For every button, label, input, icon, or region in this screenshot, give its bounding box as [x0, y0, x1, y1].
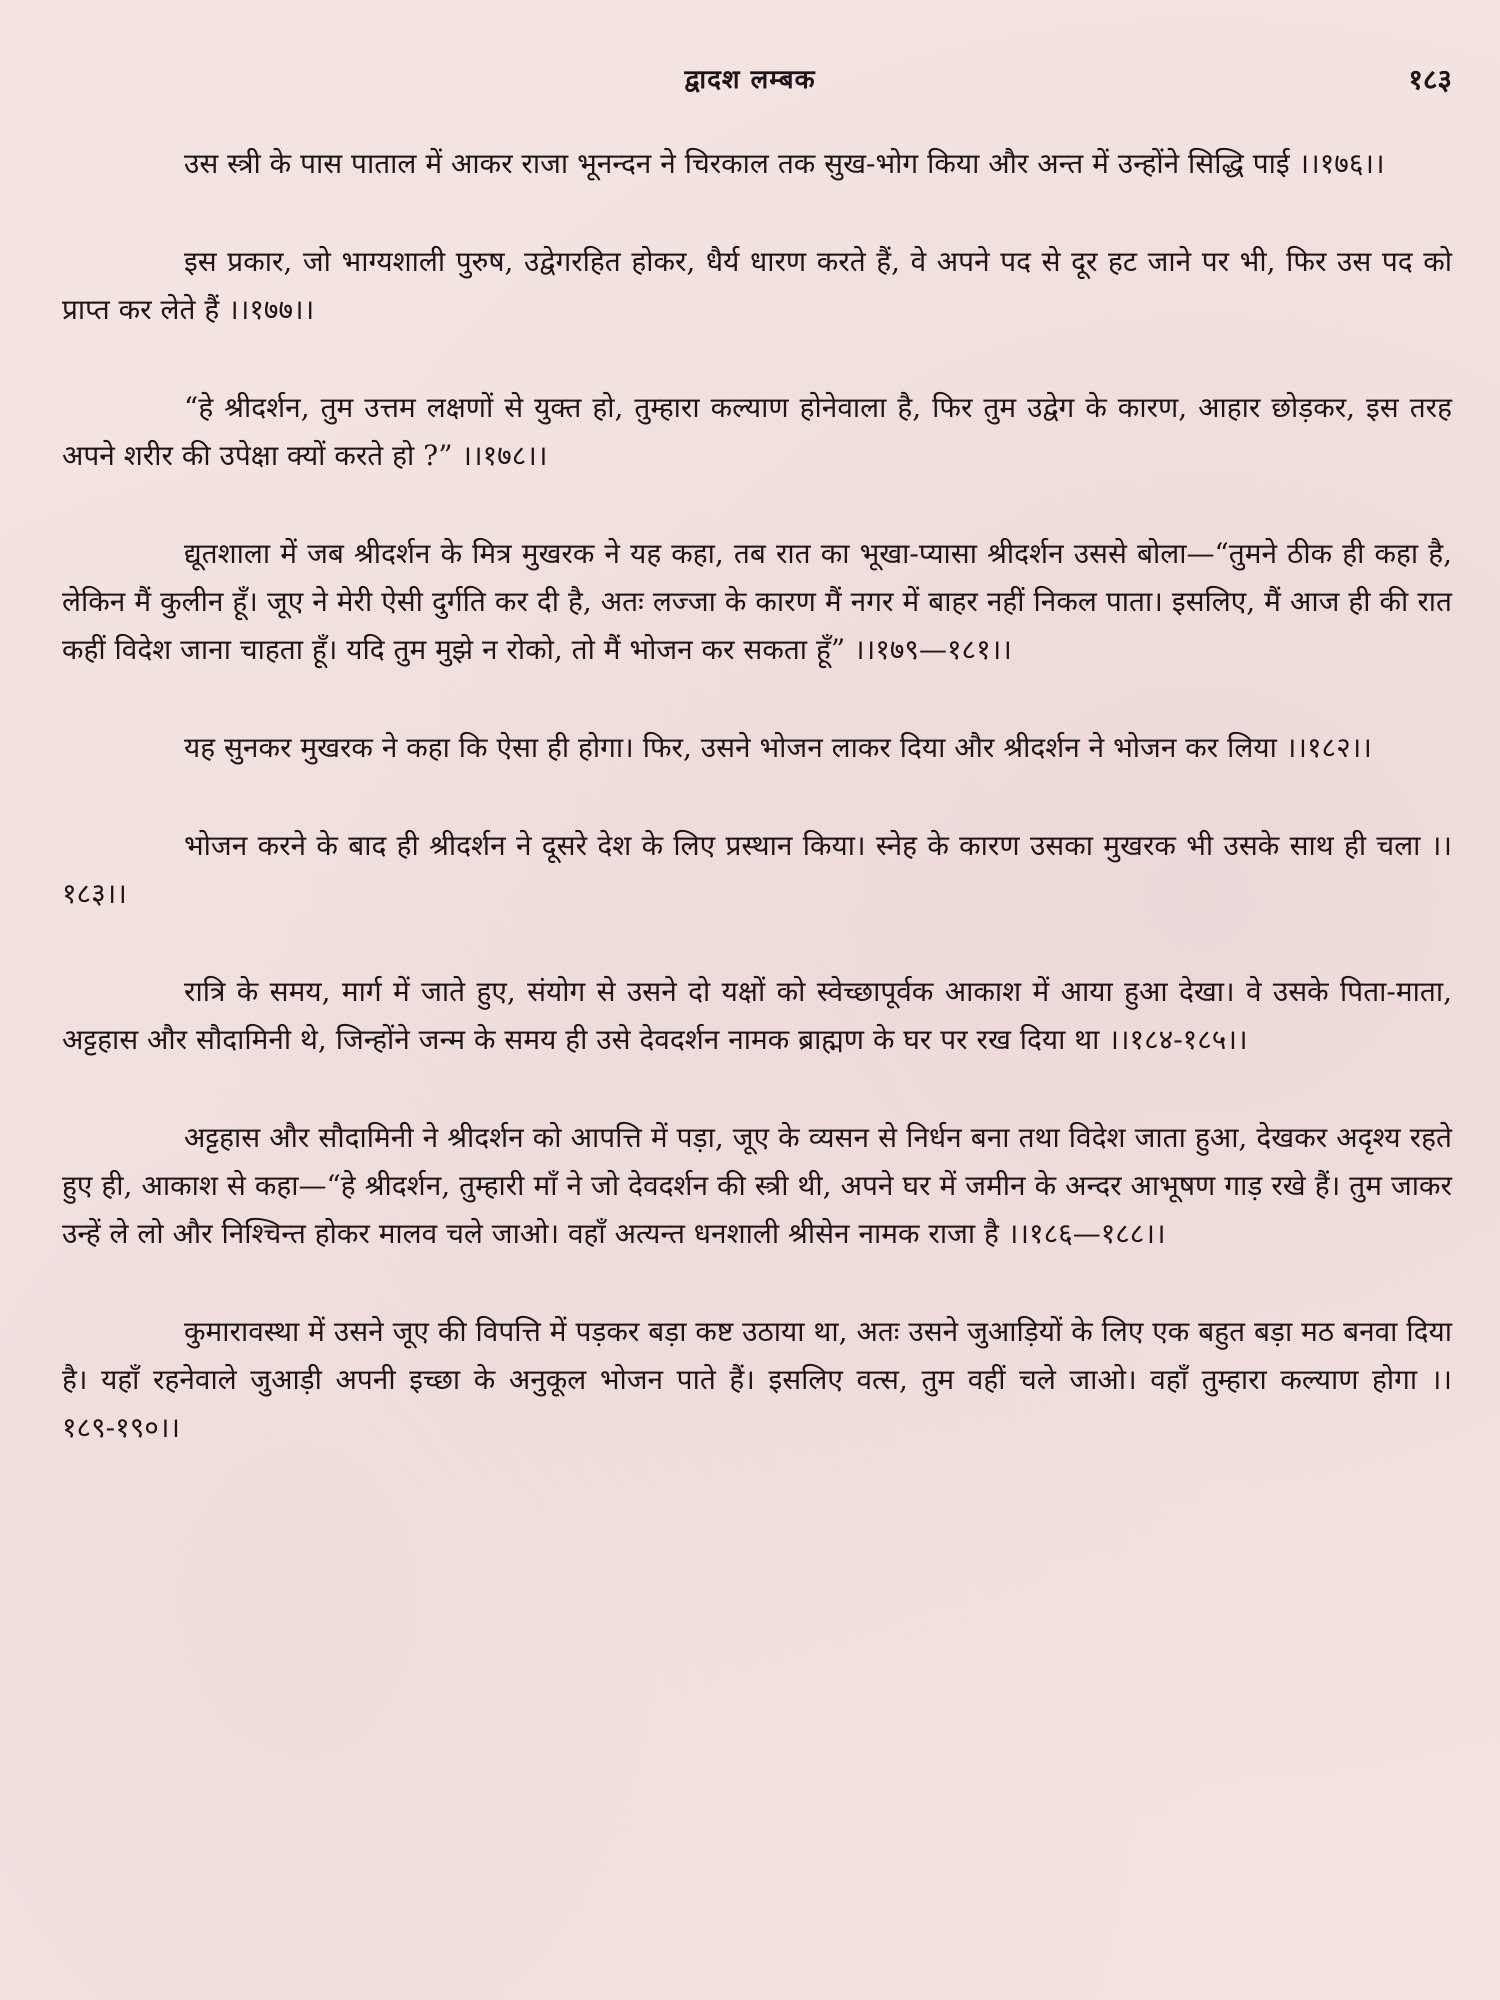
paragraph-177: इस प्रकार, जो भाग्यशाली पुरुष, उद्वेगरहित होकर, धैर्य धारण करते हैं, वे अपने पद से दूर हट जाने पर भी, फिर उस पद को प्राप्त कर लेते हैं ।।१७७।। [62, 245, 1452, 326]
paragraph-184-185: रात्रि के समय, मार्ग में जाते हुए, संयोग से उसने दो यक्षों को स्वेच्छापूर्वक आकाश में आया हुआ देखा। वे उसके पिता-माता, अट्टहास और सौदामिनी थे, जिन्होंने जन्म के समय ही उसे देवदर्शन नामक ब्राह्मण के घर पर रख दिया था ।।१८४-१८५।। [62, 975, 1452, 1056]
body-text [62, 140, 1452, 1502]
paragraph-182: यह सुनकर मुखरक ने कहा कि ऐसा ही होगा। फिर, उसने भोजन लाकर दिया और श्रीदर्शन ने भोजन कर लिया ।।१८२।। [184, 731, 1372, 764]
running-title: द्वादश लम्बक [684, 65, 816, 95]
paragraph-179-181: द्यूतशाला में जब श्रीदर्शन के मित्र मुखरक ने यह कहा, तब रात का भूखा-प्यासा श्रीदर्शन उससे बोला—“तुमने ठीक ही कहा है, लेकिन मैं कुलीन हूँ। जूए ने मेरी ऐसी दुर्गति कर दी है, अतः लज्जा के कारण मैं नगर में बाहर नहीं निकल पाता। इसलिए, मैं आज ही की रात कहीं विदेश जाना चाहता हूँ। यदि तुम मुझे न रोको, तो मैं भोजन कर सकता हूँ” ।।१७९—१८१।। [62, 537, 1452, 666]
paragraph-183: भोजन करने के बाद ही श्रीदर्शन ने दूसरे देश के लिए प्रस्थान किया। स्नेह के कारण उसका मुखरक भी उसके साथ ही चला ।।१८३।। [62, 829, 1452, 910]
paragraph-186-188: अट्टहास और सौदामिनी ने श्रीदर्शन को आपत्ति में पड़ा, जूए के व्यसन से निर्धन बना तथा विदेश जाता हुआ, देखकर अदृश्य रहते हुए ही, आकाश से कहा—“हे श्रीदर्शन, तुम्हारी माँ ने जो देवदर्शन की स्त्री थी, अपने घर में जमीन के अन्दर आभूषण गाड़ रखे हैं। तुम जाकर उन्हें ले लो और निश्चिन्त होकर मालव चले जाओ। वहाँ अत्यन्त धनशाली श्रीसेन नामक राजा है ।।१८६—१८८।। [62, 1121, 1452, 1250]
paragraph-176: उस स्त्री के पास पाताल में आकर राजा भूनन्दन ने चिरकाल तक सुख-भोग किया और अन्त में उन्होंने सिद्धि पाई ।।१७६।। [184, 147, 1385, 180]
page-header [0, 60, 1500, 100]
paragraph-178: “हे श्रीदर्शन, तुम उत्तम लक्षणों से युक्त हो, तुम्हारा कल्याण होनेवाला है, फिर तुम उद्वेग के कारण, आहार छोड़कर, इस तरह अपने शरीर की उपेक्षा क्यों करते हो ?” ।।१७८।। [62, 391, 1452, 472]
page-number: १८३ [1408, 63, 1452, 96]
paragraph-189-190: कुमारावस्था में उसने जूए की विपत्ति में पड़कर बड़ा कष्ट उठाया था, अतः उसने जुआड़ियों के लिए एक बहुत बड़ा मठ बनवा दिया है। यहाँ रहनेवाले जुआड़ी अपनी इच्छा के अनुकूल भोजन पाते हैं। इसलिए वत्स, तुम वहीं चले जाओ। वहाँ तुम्हारा कल्याण होगा ।।१८९-१९०।। [62, 1315, 1452, 1444]
